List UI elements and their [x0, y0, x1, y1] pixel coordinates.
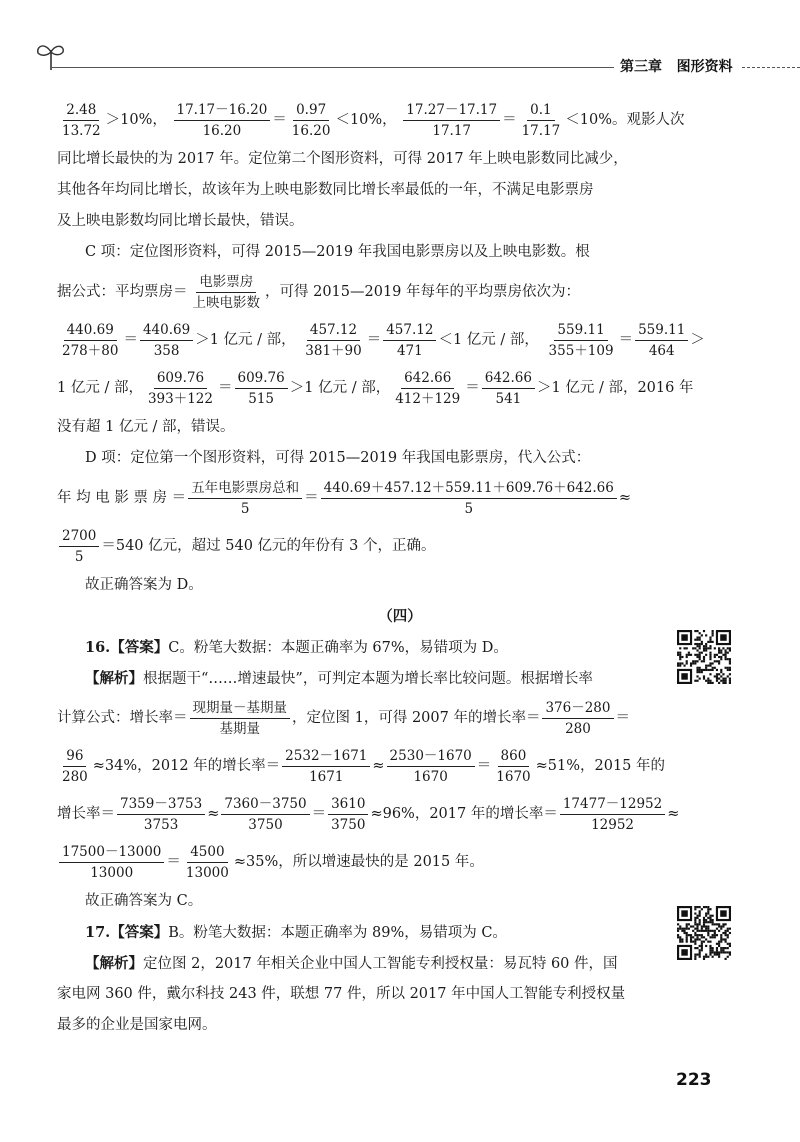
fraction: $\frac{2.48}{13.72}$ — [62, 101, 101, 139]
analysis-line: 【解析】定位图 2，2017 年相关企业中国人工智能专利授权量：易瓦特 60 件，国 — [85, 955, 618, 972]
fraction: $\frac{440.69}{278+80}$ — [62, 321, 119, 359]
fraction: $\frac{376-280}{280}$ — [542, 700, 613, 737]
fraction: $\frac{\text{现期量－基期量}}{\text{基期量}}$ — [190, 700, 291, 737]
fraction: $\frac{609.76}{515}$ — [235, 370, 288, 407]
fraction: $\frac{559.11}{464}$ — [635, 322, 688, 359]
header-title — [620, 56, 733, 76]
fraction: $\frac{440.69+457.12+559.11+609.76+642.66}{5}$ — [321, 480, 617, 517]
section-heading: （四） — [378, 608, 422, 625]
text-line: 家电网 360 件，戴尔科技 243 件，联想 77 件，所以 2017 年中国人工智能专利授权量 — [57, 986, 626, 1002]
text-line: $\frac{2.48}{13.72}$ ＞10%， $\frac{17.17-16.20}{16.20}$ ＝ $\frac{0.97}{16.20}$ ＜10%， $\frac{17.27-17.17}{17.17}$ ＝ $\frac{0.1}{17.17}$ ＜10%。观影人次 — [57, 96, 743, 144]
text-line: D 项：定位第一个图形资料，可得 2015—2019 年我国电影票房，代入公式： — [85, 450, 591, 466]
text-line: 故正确答案为 D。 — [85, 577, 203, 593]
fraction: $\frac{7360-3750}{3750}$ — [221, 796, 309, 833]
fraction: $\frac{17.27-17.17}{17.17}$ — [403, 102, 500, 139]
fraction: $\frac{609.76}{393+122}$ — [147, 369, 213, 407]
fraction: $\frac{7359-3753}{3753}$ — [117, 796, 205, 833]
fraction: $\frac{17.17-16.20}{16.20}$ — [174, 102, 271, 139]
text-line: 计算公式：增长率＝ $\frac{\text{现期量－基期量}}{\text{基期量}}$ ，定位图 1，可得 2007 年的增长率＝ $\frac{376-280}{280}$ ＝ — [57, 699, 630, 737]
fraction: $\frac{4500}{13000}$ — [185, 843, 229, 881]
fraction: $\frac{559.11}{355+109}$ — [548, 321, 614, 359]
text-line: 最多的企业是国家电网。 — [57, 1017, 217, 1033]
fraction: $\frac{2532-1671}{1671}$ — [282, 748, 370, 785]
header-dash — [742, 67, 800, 68]
text-line: 及上映电影数均同比增长最快，错误。 — [57, 213, 304, 229]
header-rule — [52, 67, 614, 68]
fraction: $\frac{457.12}{471}$ — [383, 322, 436, 359]
answer-line: 16.【答案】C。粉笔大数据：本题正确率为 67%，易错项为 D。 — [85, 639, 508, 656]
text-line: C 项：定位图形资料，可得 2015—2019 年我国电影票房以及上映电影数。根 — [85, 244, 590, 260]
fraction: $\frac{457.12}{381+90}$ — [305, 321, 362, 359]
fraction: $\frac{17500-13000}{13000}$ — [59, 844, 164, 881]
running-header — [34, 36, 764, 76]
fraction: $\frac{2700}{5}$ — [59, 528, 99, 565]
text-line: 故正确答案为 C。 — [85, 893, 203, 909]
text-line: $\frac{2700}{5}$ ＝540 亿元，超过 540 亿元的年份有 3 个，正确。 — [57, 522, 743, 570]
text-line: 没有超 1 亿元 / 部，错误。 — [57, 419, 235, 435]
fraction: $\frac{642.66}{541}$ — [482, 370, 535, 407]
text-line: 增长率＝ $\frac{7359-3753}{3753}$ ≈ $\frac{7360-3750}{3750}$ ＝ $\frac{3610}{3750}$ ≈96%，2017 年的增长率＝ $\frac{17477-12952}{12952}$ ≈ — [57, 795, 680, 833]
section-label: 图形资料 — [676, 59, 733, 75]
qr-code-icon — [677, 630, 731, 684]
page-body — [57, 96, 743, 1041]
text-line: $\frac{96}{280}$ ≈34%，2012 年的增长率＝ $\frac{2532-1671}{1671}$ ≈ $\frac{2530-1670}{1670}$ ＝ $\frac{860}{1670}$ ≈51%，2015 年的 — [57, 742, 743, 790]
qr-code-icon — [677, 906, 731, 960]
text-line: 据公式：平均票房＝ $\frac{\text{电影票房}}{\text{上映电影数}}$ ，可得 2015—2019 年每年的平均票房依次为： — [57, 273, 581, 311]
fraction: $\frac{96}{280}$ — [62, 747, 88, 785]
text-line: 其他各年均同比增长，故该年为上映电影数同比增长率最低的一年，不满足电影票房 — [57, 182, 594, 198]
page-number: 223 — [676, 1070, 712, 1090]
fraction: $\frac{\text{电影票房}}{\text{上映电影数}}$ — [192, 273, 260, 311]
fraction: $\frac{0.1}{17.17}$ — [521, 101, 561, 139]
chapter-label: 第三章 — [620, 59, 662, 75]
fraction: $\frac{0.97}{16.20}$ — [291, 101, 331, 139]
fraction: $\frac{\text{五年电影票房总和}}{5}$ — [188, 480, 302, 517]
fraction: $\frac{642.66}{412+129}$ — [395, 369, 461, 407]
text-line: $\frac{17500-13000}{13000}$ ＝ $\frac{4500}{13000}$ ≈35%，所以增速最快的是 2015 年。 — [57, 838, 743, 886]
fraction: $\frac{860}{1670}$ — [496, 747, 531, 785]
text-line: 1 亿元 / 部， $\frac{609.76}{393+122}$ ＝ $\frac{609.76}{515}$ ＞1 亿元 / 部， $\frac{642.66}{412+129}$ ＝ $\frac{642.66}{541}$ ＞1 亿元 / 部，2016 年 — [57, 369, 694, 407]
fraction: $\frac{440.69}{358}$ — [140, 322, 193, 359]
fraction: $\frac{3610}{3750}$ — [328, 796, 368, 833]
answer-line: 17.【答案】B。粉笔大数据：本题正确率为 89%，易错项为 C。 — [85, 924, 507, 941]
fraction: $\frac{17477-12952}{12952}$ — [560, 796, 665, 833]
analysis-line: 【解析】根据题干“……增速最快”，可判定本题为增长率比较问题。根据增长率 — [85, 670, 593, 687]
text-line: 年 均 电 影 票 房 ＝ $\frac{\text{五年电影票房总和}}{5}$ ＝ $\frac{440.69+457.12+559.11+609.76+642.66}{5}$ ≈ — [57, 479, 631, 517]
text-line: $\frac{440.69}{278+80}$ ＝ $\frac{440.69}{358}$ ＞1 亿元 / 部， $\frac{457.12}{381+90}$ ＝ $\frac{457.12}{471}$ ＜1 亿元 / 部， $\frac{559.11}{355+109}$ ＝ $\frac{559.11}{464}$ ＞ — [57, 316, 743, 364]
text-line: 同比增长最快的为 2017 年。定位第二个图形资料，可得 2017 年上映电影数同比减少， — [57, 151, 628, 167]
fraction: $\frac{2530-1670}{1670}$ — [387, 748, 475, 785]
